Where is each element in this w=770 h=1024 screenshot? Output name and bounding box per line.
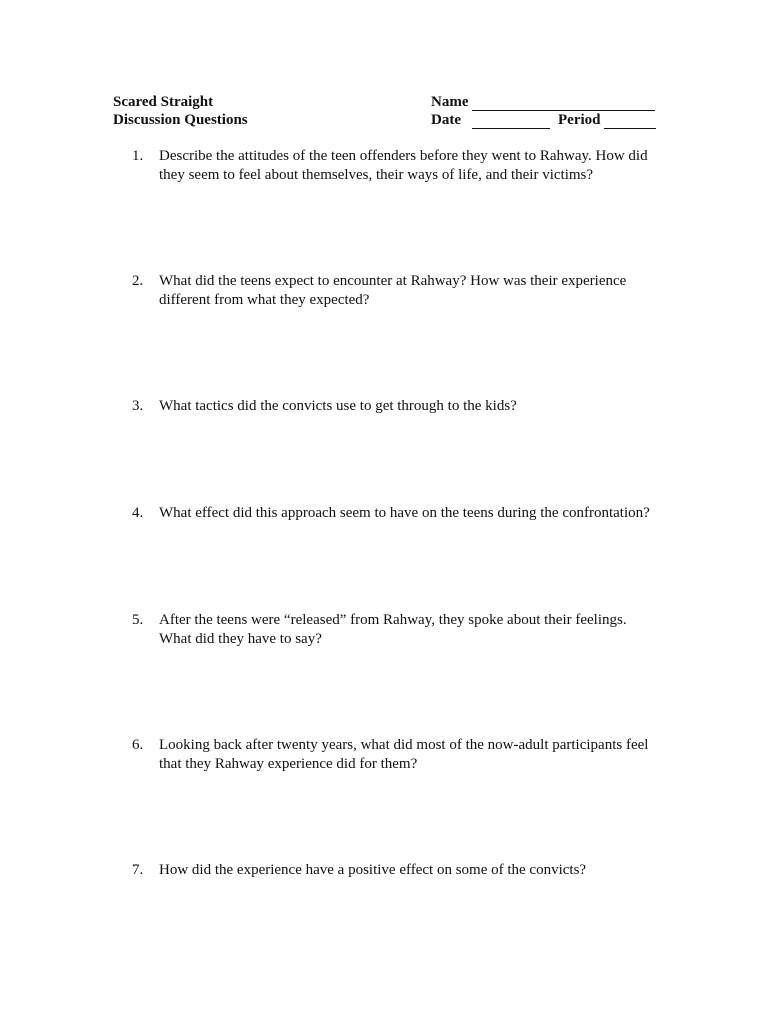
question-number: 5. [132,612,144,628]
question-number: 1. [132,148,144,164]
question-text: Looking back after twenty years, what did most of the now-adult participants feel that they Rahway experience did for them? [159,737,649,772]
question-number: 7. [132,862,144,878]
question-text: After the teens were “released” from Rahway, they spoke about their feelings. What did they have to say? [159,612,627,647]
name-blank[interactable] [472,96,655,111]
title-line-1: Scared Straight [113,94,214,110]
question-number: 6. [132,737,144,753]
worksheet-title [113,93,248,129]
question-number: 3. [132,398,144,414]
name-field-row [431,93,656,111]
date-blank[interactable] [472,114,550,129]
question-item [132,272,672,310]
question-item [132,397,672,416]
question-text: What did the teens expect to encounter at Rahway? How was their experience different from what they expected? [159,273,627,308]
name-label: Name [431,94,469,110]
question-item [132,504,672,523]
question-text: What tactics did the convicts use to get through to the kids? [159,398,517,414]
student-info-fields [431,93,656,129]
question-item [132,611,672,649]
date-period-row [431,111,656,129]
title-line-2: Discussion Questions [113,112,248,128]
question-item [132,147,672,185]
period-label: Period [558,112,601,128]
question-item [132,736,672,774]
question-number: 2. [132,273,144,289]
question-text: Describe the attitudes of the teen offenders before they went to Rahway. How did they seem to feel about themselves, their ways of life, and their victims? [159,148,648,183]
date-label: Date [431,112,461,128]
question-text: What effect did this approach seem to have on the teens during the confrontation? [159,505,650,521]
question-number: 4. [132,505,144,521]
question-item [132,861,672,880]
question-text: How did the experience have a positive effect on some of the convicts? [159,862,587,878]
period-blank[interactable] [604,114,656,129]
